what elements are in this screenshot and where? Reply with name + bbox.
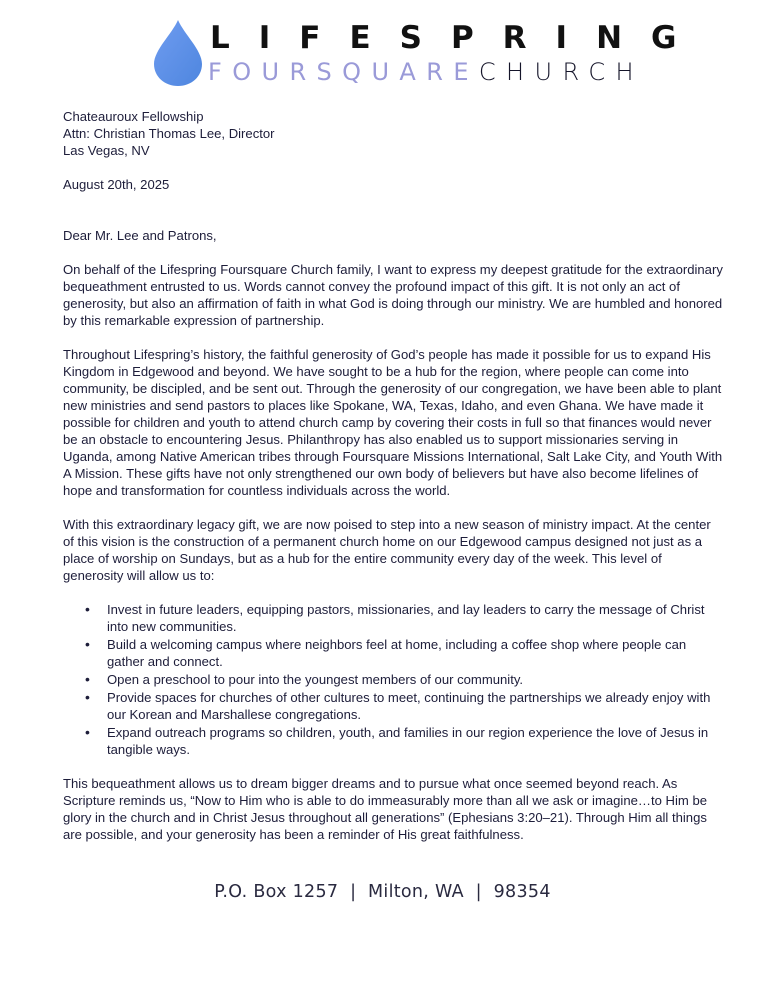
- recipient-address: [63, 108, 723, 159]
- paragraph: On behalf of the Lifespring Foursquare Church family, I want to express my deepest gratitude for the extraordinary bequeathment entrusted to us. Words cannot convey the profound impact of this gift. It is not only an act of generosity, but also an affirmation of faith in what God is doing through our ministry. We are humbled and honored by this remarkable expression of partnership.: [63, 262, 723, 328]
- logo-subtitle-foursquare: FOURSQUARE: [208, 58, 479, 86]
- footer-address: P.O. Box 1257 | Milton, WA | 98354: [214, 882, 551, 902]
- paragraph: With this extraordinary legacy gift, we are now poised to step into a new season of ministry impact. At the center of this vision is the construction of a permanent church home on our Edgewood campus designed not just as a place of worship on Sundays, but as a hub for the entire community every day of the week. This level of generosity will allow us to:: [63, 517, 711, 583]
- recipient-city: Las Vegas, NV: [63, 143, 150, 158]
- water-drop-icon: [152, 20, 204, 86]
- list-item: • Provide spaces for churches of other cultures to meet, continuing the partnerships we already enjoy with our Korean and Marshallese congregations.: [107, 689, 723, 723]
- list-item: • Build a welcoming campus where neighbors feel at home, including a coffee shop where people can gather and connect.: [107, 636, 723, 670]
- letter-date: August 20th, 2025: [63, 177, 170, 192]
- letterhead: [150, 18, 706, 86]
- list-item: • Open a preschool to pour into the youngest members of our community.: [107, 671, 723, 688]
- recipient-org: Chateauroux Fellowship: [63, 109, 204, 124]
- recipient-attn: Attn: Christian Thomas Lee, Director: [63, 126, 275, 141]
- closing-paragraph: This bequeathment allows us to dream bigger dreams and to pursue what once seemed beyond reach. As Scripture reminds us, “Now to Him who is able to do immeasurably more than all we ask or imagine…to Him be glory in the church and in Christ Jesus throughout all generations” (Ephesians 3:20–21). Through Him all things are possible, and your generosity has been a reminder of His great faithfulness.: [63, 776, 708, 842]
- logo-subtitle-church: CHURCH: [478, 58, 644, 86]
- paragraph: Throughout Lifespring’s history, the faithful generosity of God’s people has made it possible for us to expand His Kingdom in Edgewood and beyond. We have sought to be a hub for the region, where people can come into community, be discipled, and be sent out. Through the generosity of our congregation, we have been able to plant new ministries and send pastors to places like Spokane, WA, Texas, Idaho, and even Ghana. We have made it possible for children and youth to attend church camp by covering their costs in full so that finances would never be an obstacle to encountering Jesus. Philanthropy has also enabled us to support missionaries serving in Uganda, among Native American tribes through Foursquare Missions International, Salt Lake City, and Youth With A Mission. These gifts have not only strengthened our own body of believers but have also become lifelines of hope and transformation for countless individuals across the world.: [63, 347, 723, 498]
- salutation: Dear Mr. Lee and Patrons,: [63, 228, 217, 243]
- logo-subtitle: [208, 58, 644, 86]
- logo-name: LIFESPRING: [210, 20, 706, 56]
- list-item: • Invest in future leaders, equipping pastors, missionaries, and lay leaders to carry the message of Christ into new communities.: [107, 601, 723, 635]
- letter-body: [63, 108, 723, 843]
- list-item: • Expand outreach programs so children, youth, and families in our region experience the love of Jesus in tangible ways.: [107, 724, 723, 758]
- bullet-list: [63, 601, 723, 758]
